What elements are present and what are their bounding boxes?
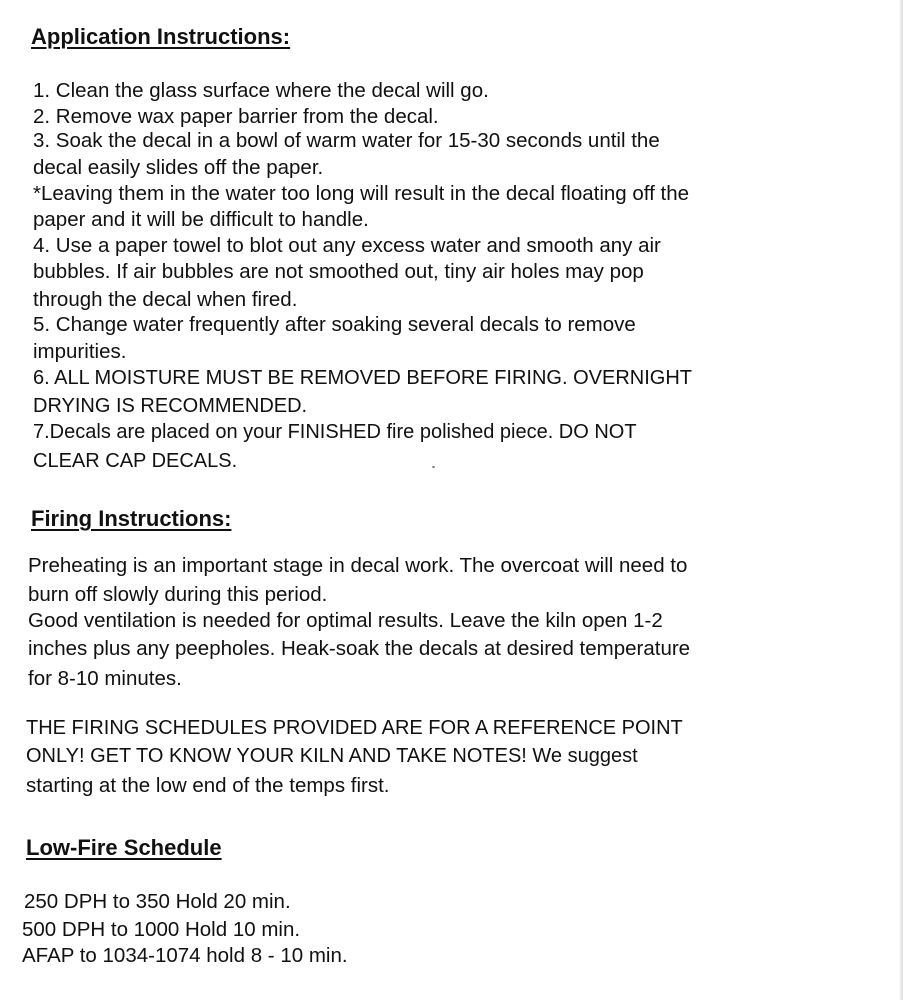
low-fire-heading: Low-Fire Schedule	[26, 835, 222, 860]
firing-line: burn off slowly during this period.	[28, 583, 328, 606]
application-line: paper and it will be difficult to handle.	[33, 208, 369, 231]
application-line: 5. Change water frequently after soaking several decals to remove	[33, 313, 636, 336]
schedule-line: 500 DPH to 1000 Hold 10 min.	[22, 918, 301, 941]
application-line: 1. Clean the glass surface where the decal will go.	[33, 79, 489, 102]
application-line: *Leaving them in the water too long will result in the decal floating off the	[33, 182, 690, 205]
firing-line: inches plus any peepholes. Heak-soak the decals at desired temperature	[28, 637, 691, 660]
application-line: 2. Remove wax paper barrier from the decal.	[33, 105, 439, 128]
scan-speck	[432, 466, 435, 468]
application-line: 7.Decals are placed on your FINISHED fire polished piece. DO NOT	[33, 421, 637, 443]
application-line: DRYING IS RECOMMENDED.	[33, 395, 308, 417]
application-line: 6. ALL MOISTURE MUST BE REMOVED BEFORE FIRING. OVERNIGHT	[33, 367, 692, 389]
application-heading: Application Instructions:	[31, 24, 291, 49]
firing-notice-line: ONLY! GET TO KNOW YOUR KILN AND TAKE NOTES! We suggest	[26, 745, 638, 767]
firing-line: Good ventilation is needed for optimal results. Leave the kiln open 1-2	[28, 609, 663, 632]
firing-notice-line: THE FIRING SCHEDULES PROVIDED ARE FOR A REFERENCE POINT	[26, 717, 683, 739]
firing-line: for 8-10 minutes.	[28, 667, 182, 690]
schedule-line: AFAP to 1034-1074 hold 8 - 10 min.	[22, 944, 348, 967]
application-line: CLEAR CAP DECALS.	[33, 450, 238, 472]
firing-notice-line: starting at the low end of the temps first.	[26, 774, 390, 797]
application-line: bubbles. If air bubbles are not smoothed out, tiny air holes may pop	[33, 260, 644, 283]
application-line: impurities.	[33, 340, 127, 363]
schedule-line: 250 DPH to 350 Hold 20 min.	[24, 890, 291, 913]
firing-heading: Firing Instructions:	[31, 506, 232, 531]
application-line: through the decal when fired.	[33, 288, 298, 311]
application-line: decal easily slides off the paper.	[33, 156, 324, 179]
application-line: 3. Soak the decal in a bowl of warm water for 15-30 seconds until the	[33, 129, 660, 152]
application-line: 4. Use a paper towel to blot out any excess water and smooth any air	[33, 234, 661, 257]
firing-line: Preheating is an important stage in decal work. The overcoat will need to	[28, 554, 688, 577]
scan-edge	[899, 0, 903, 1000]
